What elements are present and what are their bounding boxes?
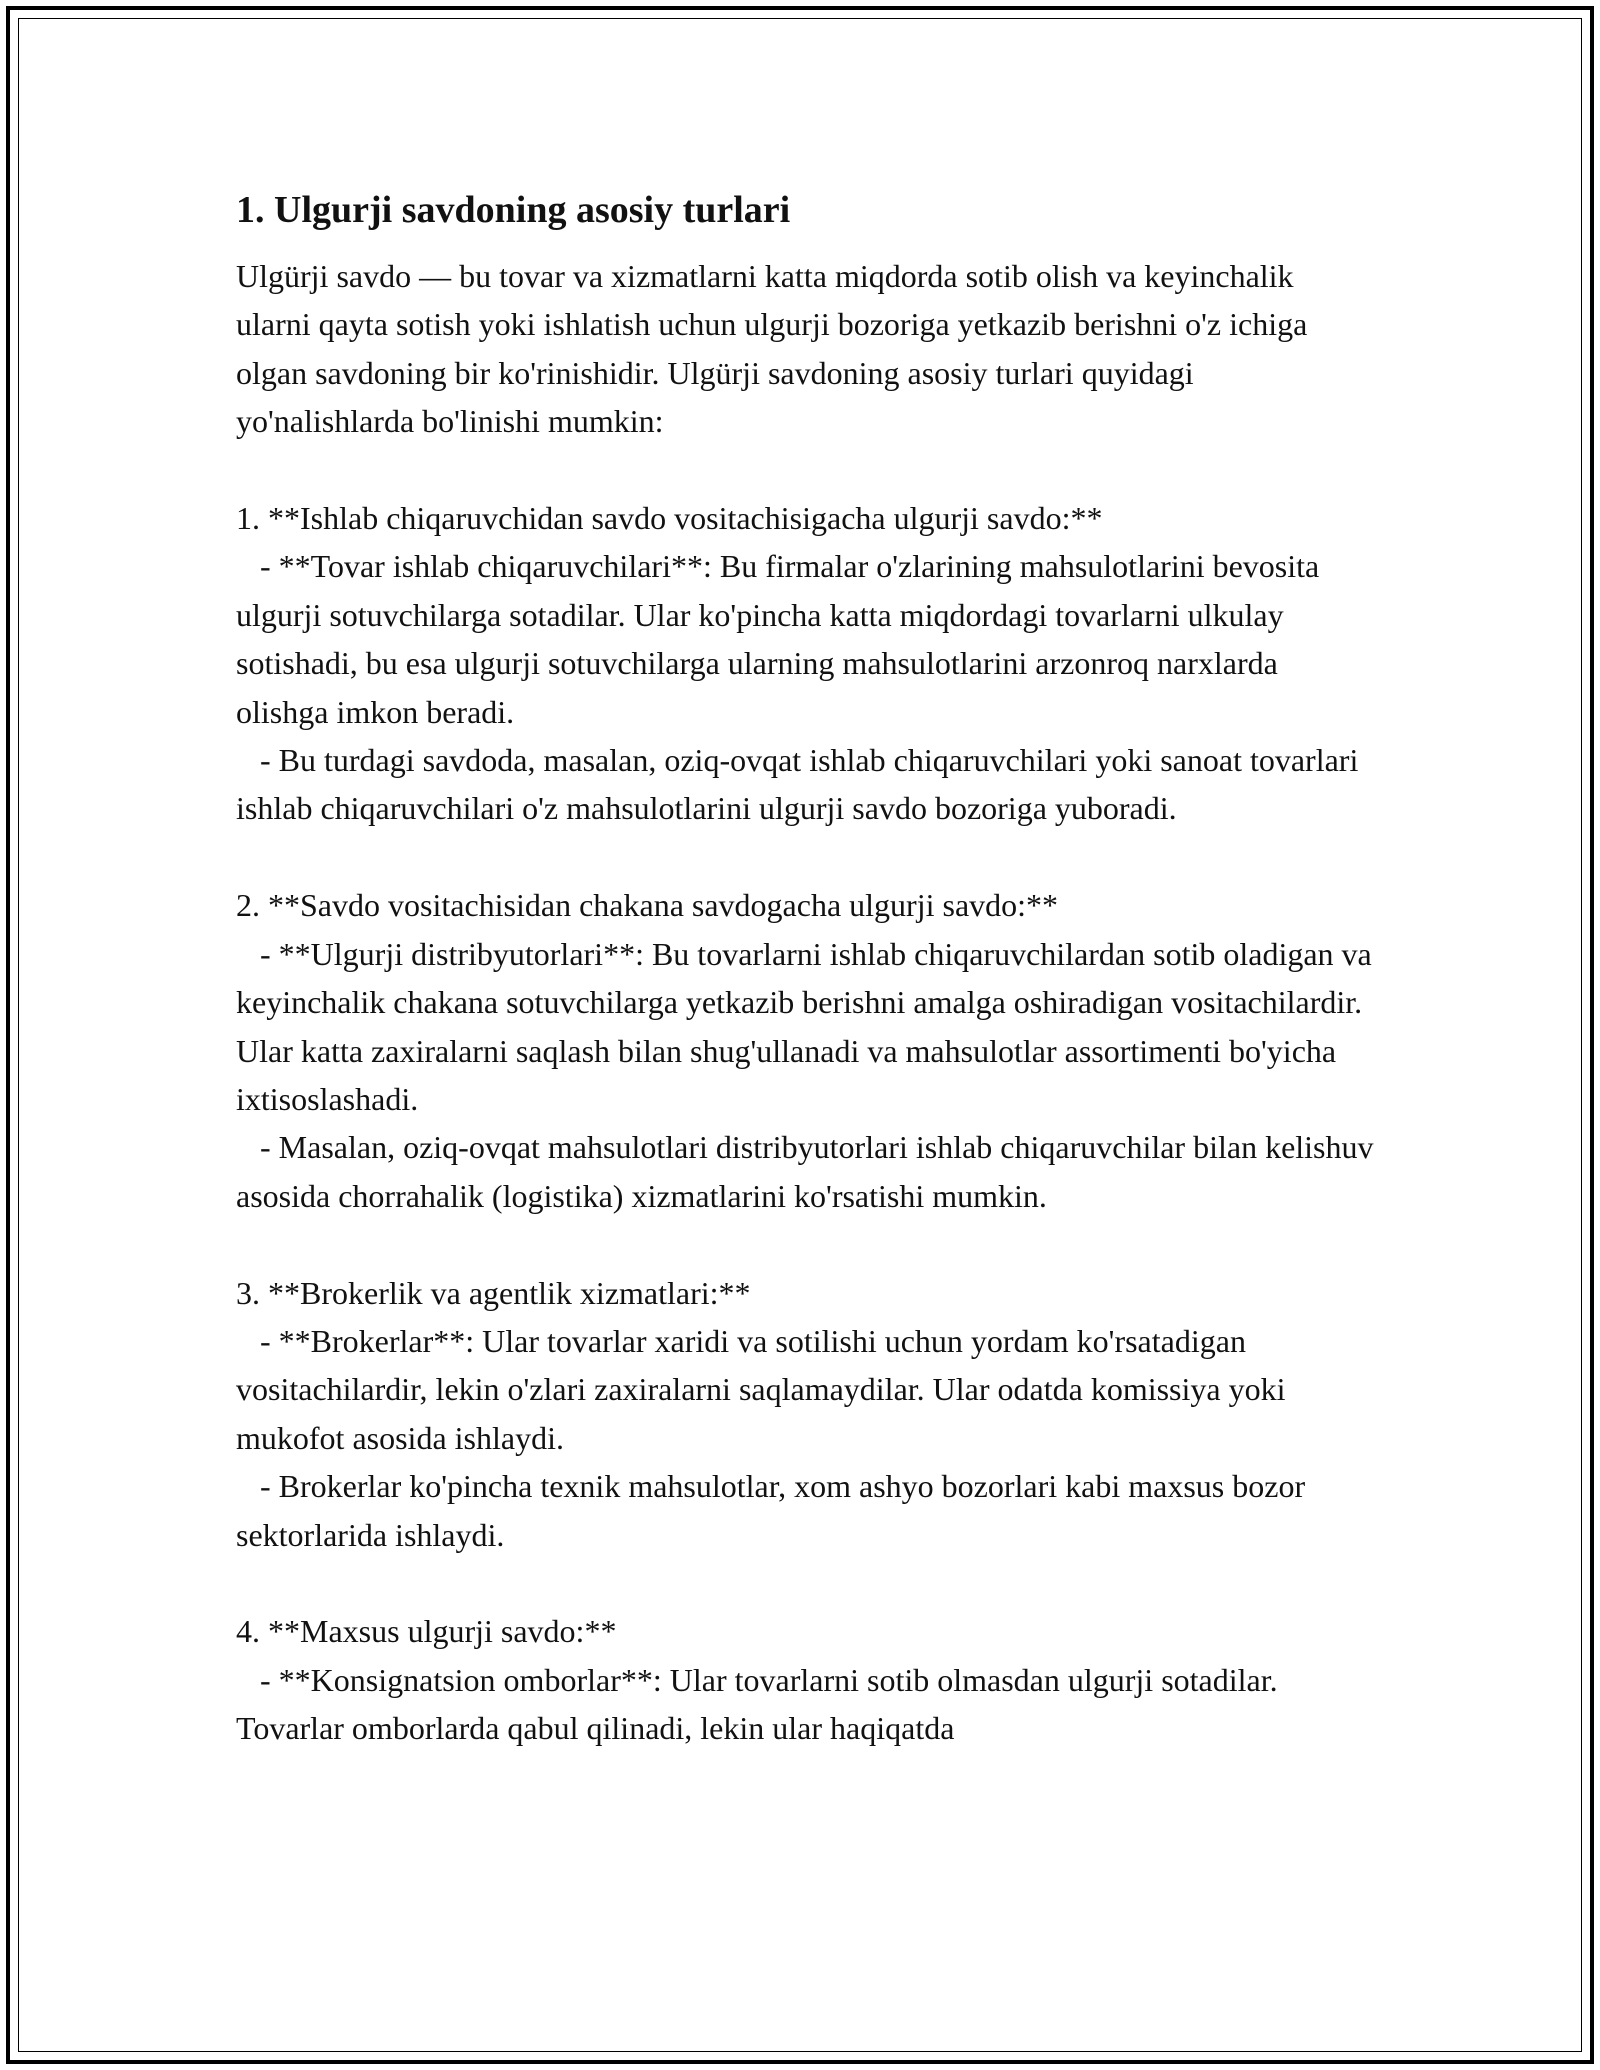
document-body: Ulgürji savdo — bu tovar va xizmatlarni katta miqdorda sotib olish va keyinchalik ularni qayta sotish yoki ishlatish uchun ulgurji bozoriga yetkazib berishni o'z ichiga olgan savdoning bir ko'rinishidir. Ulgürji savdoning asosiy turlari quyidagi yo'nalishlarda bo'linishi mumkin: 1. **Ishlab chiqaruvchidan savdo vositachisigacha ulgurji savdo:** - **Tovar ishlab chiqaruvchilari**: Bu firmalar o'zlarining mahsulotlarini bevosita ulgurji sotuvchilarga sotadilar. Ular ko'pincha katta miqdordagi tovarlarni ulkulay sotishadi, bu esa ulgurji sotuvchilarga ularning mahsulotlarini arzonroq narxlarda olishga imkon beradi. - Bu turdagi savdoda, masalan, oziq-ovqat ishlab chiqaruvchilari yoki sanoat tovarlari ishlab chiqaruvchilari o'z mahsulotlarini ulgurji savdo bozoriga yuboradi. 2. **Savdo vositachisidan chakana savdogacha ulgurji savdo:** - **Ulgurji distribyutorlari**: Bu tovarlarni ishlab chiqaruvchilardan sotib oladigan va keyinchalik chakana sotuvchilarga yetkazib berishni amalga oshiradigan vositachilardir. Ular katta zaxiralarni saqlash bilan shug'ullanadi va mahsulotlar assortimenti bo'yicha ixtisoslashadi. - Masalan, oziq-ovqat mahsulotlari distribyutorlari ishlab chiqaruvchilar bilan kelishuv asosida chorrahalik (logistika) xizmatlarini ko'rsatishi mumkin. 3. **Brokerlik va agentlik xizmatlari:** - **Brokerlar**: Ular tovarlar xaridi va sotilishi uchun yordam ko'rsatadigan vositachilardir, lekin o'zlari zaxiralarni saqlamaydilar. Ular odatda komissiya yoki mukofot asosida ishlaydi. - Brokerlar ko'pincha texnik mahsulotlar, xom ashyo bozorlari kabi maxsus bozor sektorlarida ishlaydi. 4. **Maxsus ulgurji savdo:** - **Konsignatsion omborlar**: Ular tovarlarni sotib olmasdan ulgurji sotadilar. Tovarlar omborlarda qabul qilinadi, lekin ular haqiqatda	[236, 258, 1374, 1747]
document-content	[236, 186, 1376, 1753]
document-heading: 1. Ulgurji savdoning asosiy turlari	[236, 189, 791, 231]
